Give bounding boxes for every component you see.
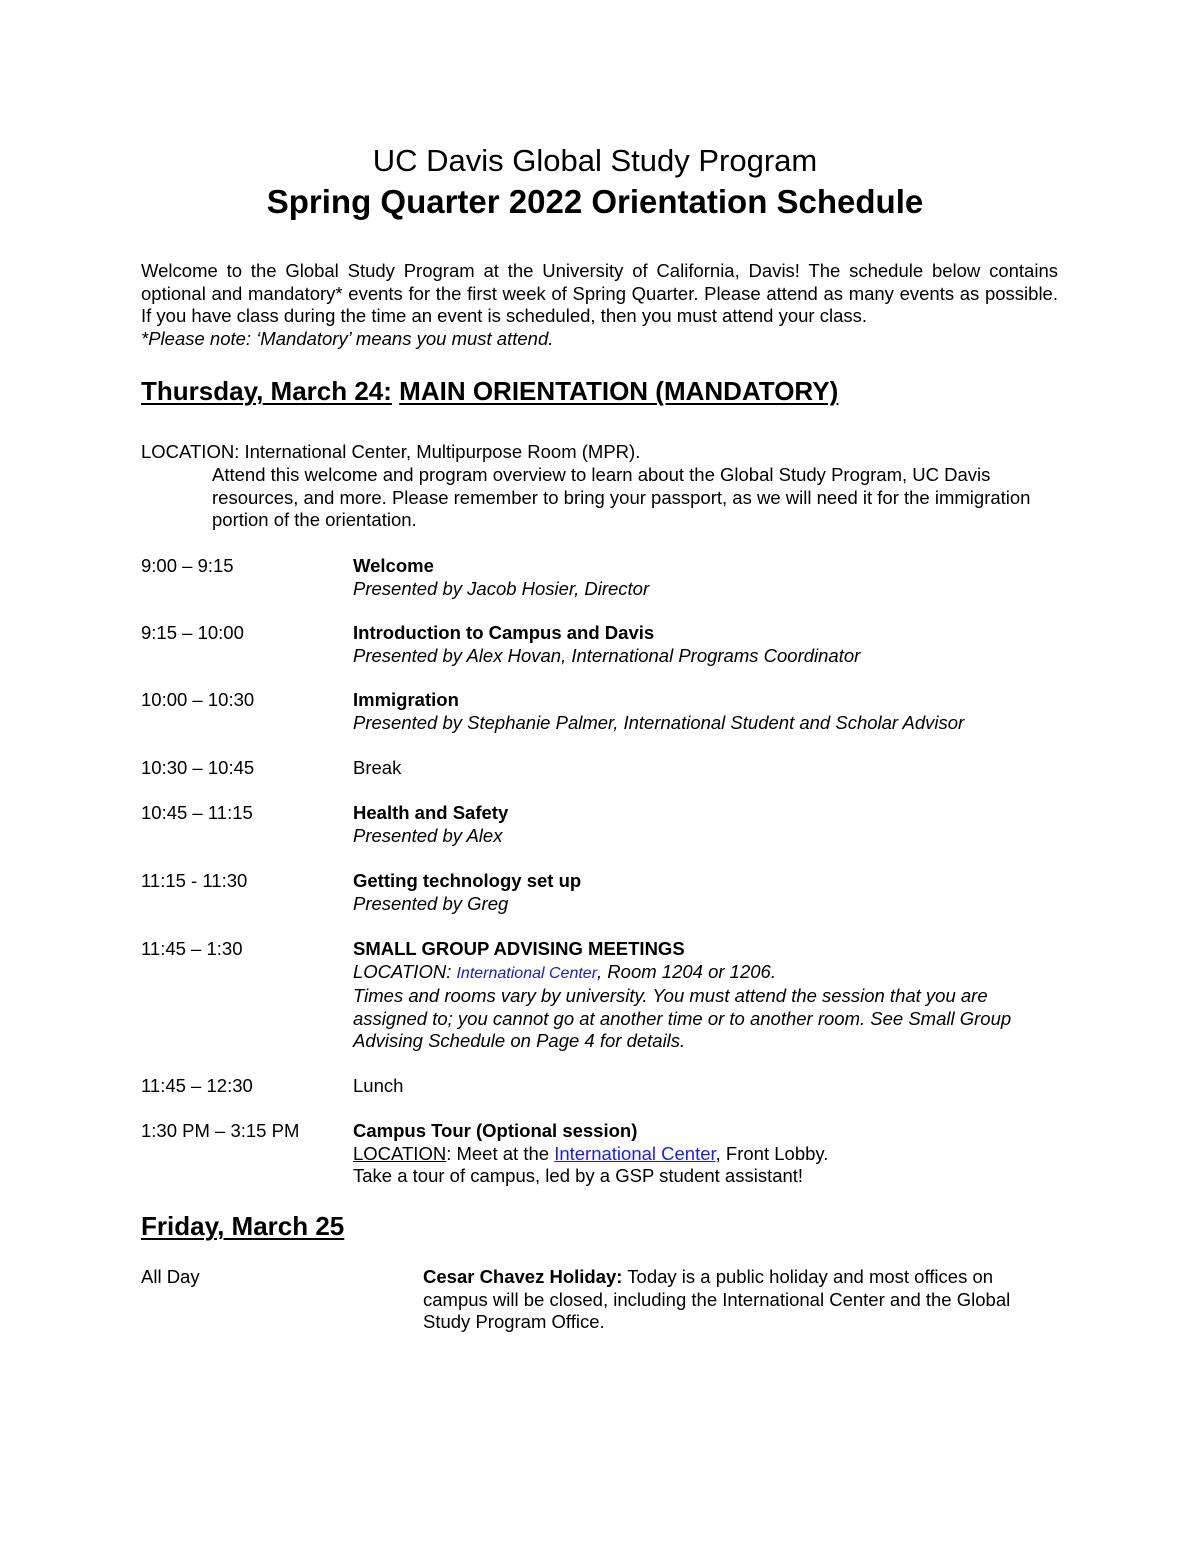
program-name: UC Davis Global Study Program — [372, 143, 818, 178]
friday-holiday — [423, 1266, 1053, 1334]
mandatory-note: *Please note: ‘Mandatory’ means you must attend. — [141, 327, 554, 349]
event-time: 11:15 - 11:30 — [141, 870, 248, 891]
intro-paragraph: Welcome to the Global Study Program at the University of California, Davis! The schedule below contains optional and mandatory* events for the first week of Spring Quarter. Please attend as many events as possible. If you have class during the time an event is scheduled, then you must attend your class. — [141, 260, 1058, 327]
thursday-label: MAIN ORIENTATION (MANDATORY) — [399, 376, 839, 406]
event-time: 10:45 – 11:15 — [141, 802, 253, 823]
event-break — [353, 757, 1063, 780]
event-time: 9:15 – 10:00 — [141, 622, 244, 643]
event-immigration — [353, 689, 1063, 734]
event-presenter: Presented by Jacob Hosier, Director — [353, 577, 650, 599]
thursday-description: Attend this welcome and program overview to learn about the Global Study Program, UC Davis resources, and more. Please remember to bring your passport, as we will need it for the immigration portion of the orientation. — [212, 464, 1031, 531]
event-title: Immigration — [353, 689, 459, 710]
event-technology — [353, 870, 1063, 915]
international-center-link[interactable]: International Center — [554, 1142, 716, 1164]
event-time: 10:00 – 10:30 — [141, 689, 255, 710]
intro-section — [141, 260, 1058, 350]
event-detail: Take a tour of campus, led by a GSP student assistant! — [353, 1165, 804, 1187]
event-presenter: Presented by Greg — [353, 892, 509, 914]
event-time: 10:30 – 10:45 — [141, 757, 255, 778]
event-title: Break — [353, 757, 402, 778]
location-suffix: , Front Lobby. — [715, 1142, 829, 1164]
event-welcome — [353, 555, 1063, 600]
event-title: Introduction to Campus and Davis — [353, 622, 655, 643]
event-detail: Times and rooms vary by university. You must attend the session that you are assigned to; you cannot go at another time or to another room. See Small Group Advising Schedule on Page 4 for details. — [353, 985, 1012, 1052]
event-title: Getting technology set up — [353, 870, 582, 891]
event-presenter: Presented by Alex Hovan, International Programs Coordinator — [353, 644, 861, 666]
page-title: Spring Quarter 2022 Orientation Schedule — [266, 183, 924, 220]
event-title: Health and Safety — [353, 802, 509, 823]
event-title: Campus Tour (Optional session) — [353, 1120, 638, 1141]
event-time: 9:00 – 9:15 — [141, 555, 234, 576]
international-center-link[interactable]: International Center — [456, 964, 598, 982]
event-campus-tour — [353, 1120, 1063, 1188]
thursday-heading — [141, 375, 838, 407]
event-time: 1:30 PM – 3:15 PM — [141, 1120, 300, 1141]
location-label: LOCATION — [353, 1142, 447, 1164]
thursday-location: LOCATION: International Center, Multipurpose Room (MPR). — [141, 441, 641, 462]
event-time: 11:45 – 1:30 — [141, 938, 243, 959]
event-presenter: Presented by Stephanie Palmer, International Student and Scholar Advisor — [353, 711, 965, 733]
event-lunch — [353, 1075, 1063, 1098]
location-suffix: , Room 1204 or 1206. — [597, 960, 776, 982]
friday-time: All Day — [141, 1266, 200, 1287]
location-mid: : Meet at the — [446, 1142, 555, 1164]
holiday-title: Cesar Chavez Holiday: — [423, 1266, 623, 1287]
event-small-group-advising — [353, 938, 1063, 1053]
event-health-safety — [353, 802, 1063, 847]
event-location — [353, 961, 1063, 986]
event-title: Welcome — [353, 555, 434, 576]
thursday-date: Thursday, March 24: — [141, 376, 392, 406]
event-location — [353, 1143, 1063, 1166]
friday-date: Friday, March 25 — [141, 1211, 345, 1241]
event-title: SMALL GROUP ADVISING MEETINGS — [353, 938, 685, 959]
location-prefix: LOCATION: — [353, 960, 457, 982]
event-time: 11:45 – 12:30 — [141, 1075, 253, 1096]
event-title: Lunch — [353, 1075, 404, 1096]
event-intro-campus — [353, 622, 1063, 667]
friday-heading — [141, 1210, 344, 1242]
event-presenter: Presented by Alex — [353, 824, 503, 846]
holiday-text: Today is a public holiday and most offices on campus will be closed, including the International Center and the Global Study Program Office. — [423, 1266, 1011, 1333]
